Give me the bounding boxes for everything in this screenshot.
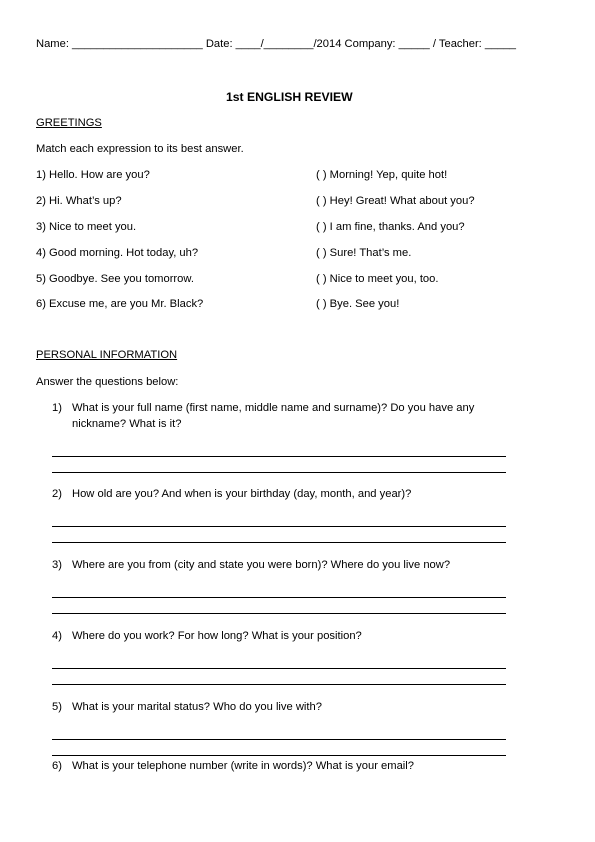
answer-line[interactable] (52, 472, 506, 473)
greeting-answer-4[interactable]: ( ) Sure! That’s me. (316, 247, 412, 259)
greeting-answer-6[interactable]: ( ) Bye. See you! (316, 298, 400, 310)
question-number: 1) (52, 402, 62, 414)
question-number: 4) (52, 630, 62, 642)
answer-line[interactable] (52, 684, 506, 685)
answer-line[interactable] (52, 739, 506, 740)
personal-heading: PERSONAL INFORMATION (36, 349, 178, 361)
question-text: Where do you work? For how long? What is your position? (72, 630, 362, 642)
answer-line[interactable] (52, 668, 506, 669)
greetings-heading: GREETINGS (36, 117, 102, 129)
question-number: 5) (52, 701, 62, 713)
question-text: What is your full name (first name, middle name and surname)? Do you have any (72, 402, 475, 414)
personal-instruction: Answer the questions below: (36, 376, 179, 388)
greeting-answer-2[interactable]: ( ) Hey! Great! What about you? (316, 195, 475, 207)
question-text-continued: nickname? What is it? (72, 418, 182, 430)
question-text: What is your marital status? Who do you live with? (72, 701, 322, 713)
question-text: How old are you? And when is your birthday (day, month, and year)? (72, 488, 412, 500)
greeting-expression-3: 3) Nice to meet you. (36, 221, 137, 233)
question-text: Where are you from (city and state you were born)? Where do you live now? (72, 559, 451, 571)
greeting-expression-6: 6) Excuse me, are you Mr. Black? (36, 298, 204, 310)
greeting-answer-1[interactable]: ( ) Morning! Yep, quite hot! (316, 169, 448, 181)
answer-line[interactable] (52, 613, 506, 614)
header-line: Name: _____________________ Date: ____/________/2014 Company: _____ / Teacher: _____ (36, 38, 517, 50)
greeting-answer-3[interactable]: ( ) I am fine, thanks. And you? (316, 221, 465, 233)
question-text: What is your telephone number (write in words)? What is your email? (72, 760, 414, 772)
greeting-expression-5: 5) Goodbye. See you tomorrow. (36, 273, 194, 285)
greetings-instruction: Match each expression to its best answer. (36, 143, 244, 155)
greeting-answer-5[interactable]: ( ) Nice to meet you, too. (316, 273, 439, 285)
page-title: 1st ENGLISH REVIEW (226, 90, 353, 104)
question-number: 2) (52, 488, 62, 500)
answer-line[interactable] (52, 526, 506, 527)
greeting-expression-1: 1) Hello. How are you? (36, 169, 150, 181)
greeting-expression-2: 2) Hi. What’s up? (36, 195, 122, 207)
answer-line[interactable] (52, 456, 506, 457)
question-number: 3) (52, 559, 62, 571)
greeting-expression-4: 4) Good morning. Hot today, uh? (36, 247, 199, 259)
question-number: 6) (52, 760, 62, 772)
answer-line[interactable] (52, 597, 506, 598)
answer-line[interactable] (52, 755, 506, 756)
answer-line[interactable] (52, 542, 506, 543)
